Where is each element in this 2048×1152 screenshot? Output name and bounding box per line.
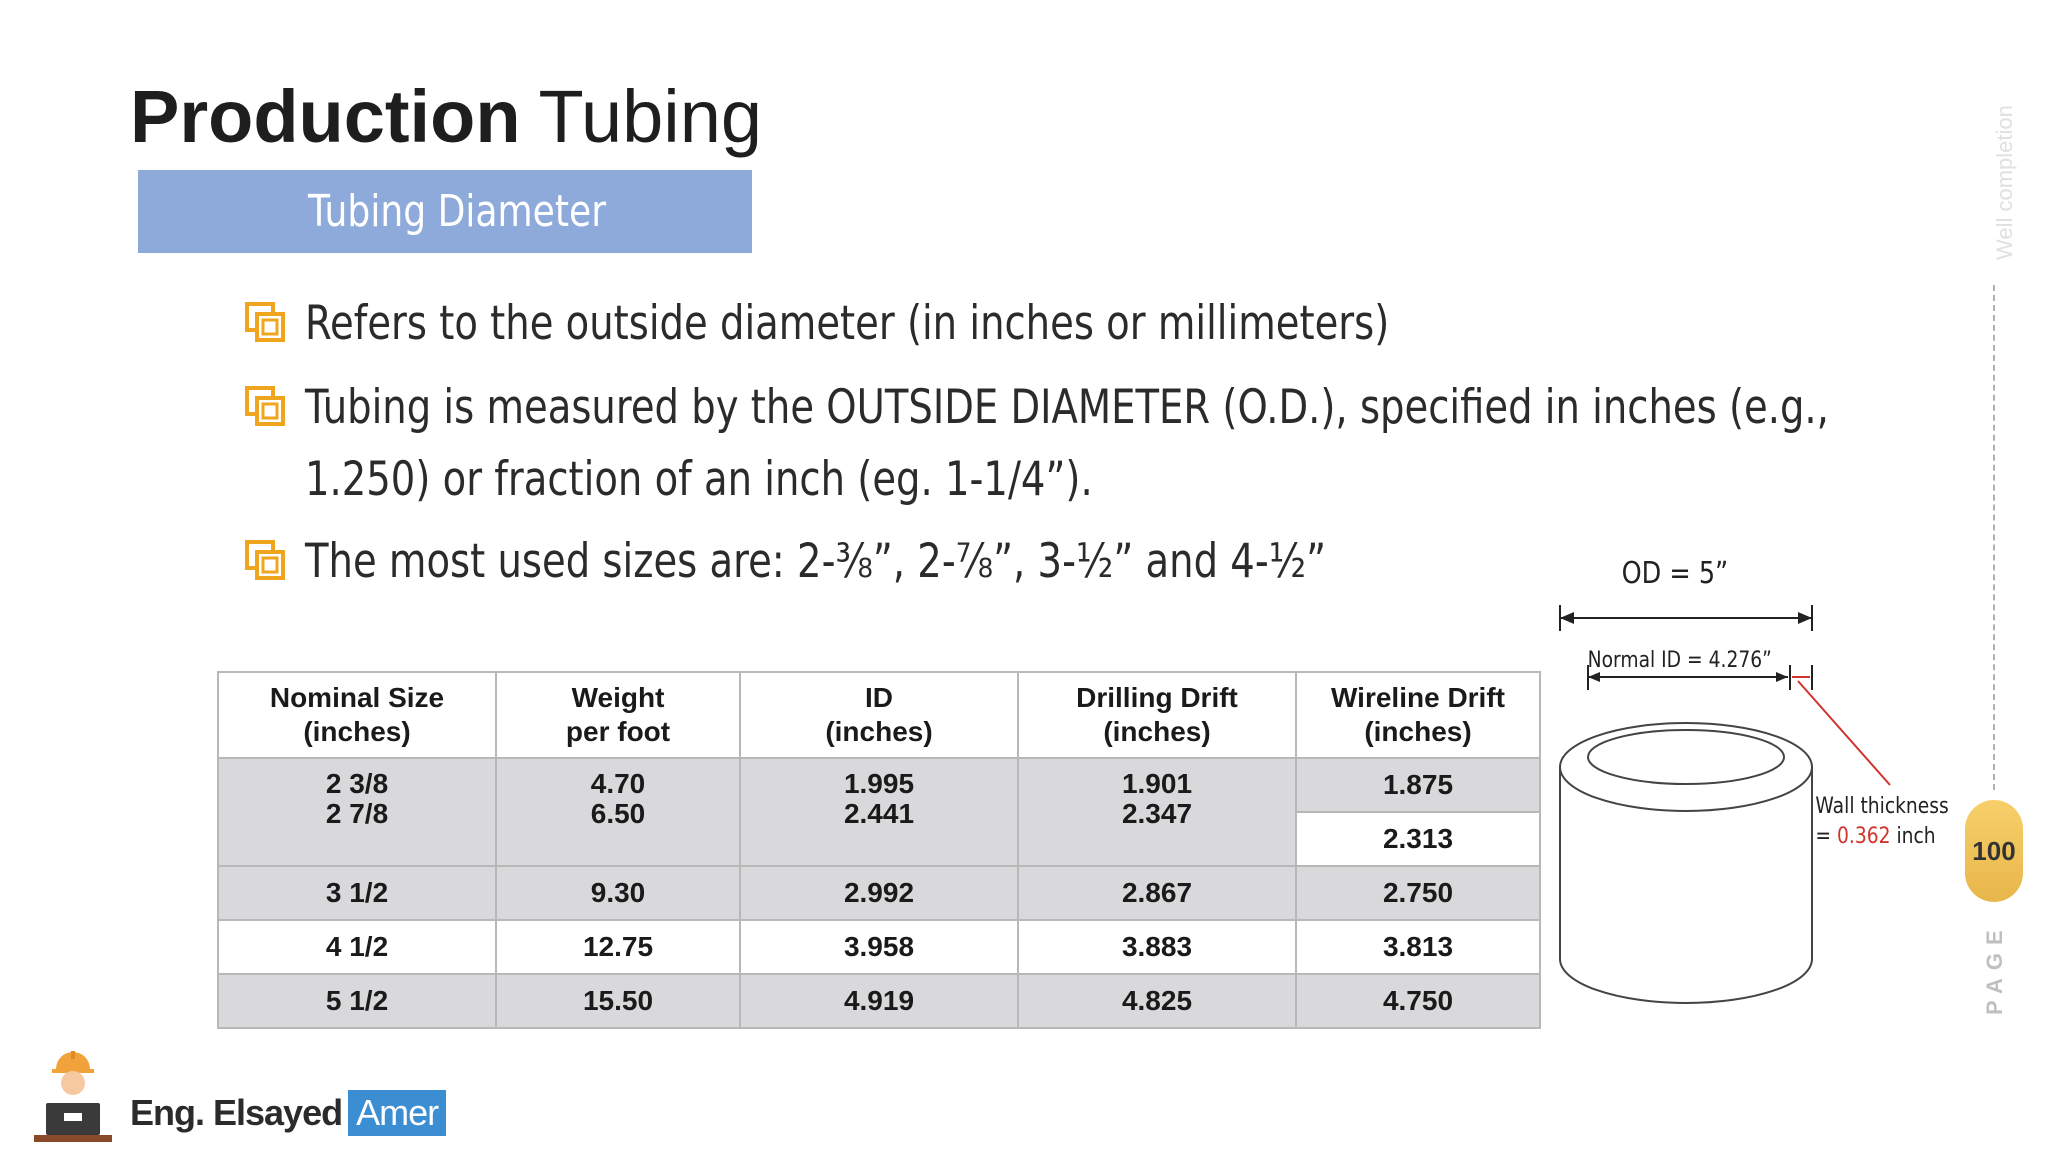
cell-nominal: 4 1/2 [218, 920, 496, 974]
section-label-text: Well completion [1992, 105, 2017, 260]
od-arrow-right [1798, 612, 1812, 624]
tube-inner-bore [1588, 730, 1784, 784]
bullet-item [245, 288, 1627, 360]
sidebar-divider [1993, 285, 1995, 790]
wall-thickness-value: = 0.362 inch [1815, 822, 1936, 849]
cell-drilling-drift: 3.883 [1018, 920, 1296, 974]
cell-nominal: 3 1/2 [218, 866, 496, 920]
cell-wireline-drift: 1.875 [1296, 758, 1540, 812]
table-header-row [218, 672, 1540, 758]
bullet-text: Tubing is measured by the OUTSIDE DIAMETER (O.D.), specified in inches (e.g., 1.250) or fraction of an inch (eg. 1-1/4”). [305, 380, 1829, 507]
section-label [1972, 105, 2017, 270]
cell-id: 4.919 [740, 974, 1018, 1028]
od-arrow-left [1560, 612, 1574, 624]
cell-drilling-drift: 1.901 2.347 [1018, 758, 1296, 866]
subtitle-text: Tubing Diameter [308, 186, 607, 237]
cell-wireline-drift: 3.813 [1296, 920, 1540, 974]
cell-nominal: 5 1/2 [218, 974, 496, 1028]
author-first-name: Eng. Elsayed [130, 1092, 343, 1134]
engineer-avatar-icon [28, 1045, 118, 1145]
cell-id: 1.995 2.441 [740, 758, 1018, 866]
bullet-icon [245, 302, 285, 342]
cell-wireline-drift: 2.750 [1296, 866, 1540, 920]
cell-wireline-drift: 4.750 [1296, 974, 1540, 1028]
table-row [218, 920, 1540, 974]
cell-weight: 9.30 [496, 866, 740, 920]
bullet-item [245, 372, 1920, 516]
header-nominal-size: Nominal Size (inches) [218, 672, 496, 758]
author-credit [130, 1090, 446, 1136]
bullet-text: The most used sizes are: 2-⅜”, 2-⅞”, 3-½” and 4-½” [305, 534, 1327, 589]
od-label: OD = 5” [1621, 554, 1729, 591]
table-row [218, 866, 1540, 920]
table-row [218, 974, 1540, 1028]
wall-thickness-label: Wall thickness [1815, 792, 1949, 819]
bullet-text: Refers to the outside diameter (in inches or millimeters) [305, 296, 1390, 351]
bullet-icon [245, 386, 285, 426]
cell-drilling-drift: 4.825 [1018, 974, 1296, 1028]
header-drilling-drift: Drilling Drift (inches) [1018, 672, 1296, 758]
cell-id: 3.958 [740, 920, 1018, 974]
tubing-size-table [217, 671, 1541, 1029]
cell-weight: 4.70 6.50 [496, 758, 740, 866]
cell-id: 2.992 [740, 866, 1018, 920]
id-label: Normal ID = 4.276” [1587, 646, 1772, 673]
subtitle-banner [138, 170, 752, 253]
cell-weight: 15.50 [496, 974, 740, 1028]
cell-nominal: 2 3/8 2 7/8 [218, 758, 496, 866]
header-id: ID (inches) [740, 672, 1018, 758]
title-bold: Production [130, 75, 521, 158]
table-row [218, 758, 1540, 812]
page-word-label: PAGE [1982, 922, 2007, 1015]
id-arrow-right [1776, 672, 1788, 682]
page-number-badge [1965, 800, 2023, 902]
bullet-item [245, 526, 1550, 598]
page-number: 100 [1972, 835, 2016, 866]
id-arrow-left [1588, 672, 1600, 682]
cell-weight: 12.75 [496, 920, 740, 974]
cell-wireline-drift: 2.313 [1296, 812, 1540, 866]
tubing-cross-section-diagram [1540, 545, 1970, 1025]
cell-drilling-drift: 2.867 [1018, 866, 1296, 920]
author-last-name: Amer [348, 1090, 446, 1136]
page-title [130, 72, 762, 162]
bullet-icon [245, 540, 285, 580]
header-wireline-drift: Wireline Drift (inches) [1296, 672, 1540, 758]
header-weight: Weight per foot [496, 672, 740, 758]
title-light: Tubing [538, 75, 763, 158]
